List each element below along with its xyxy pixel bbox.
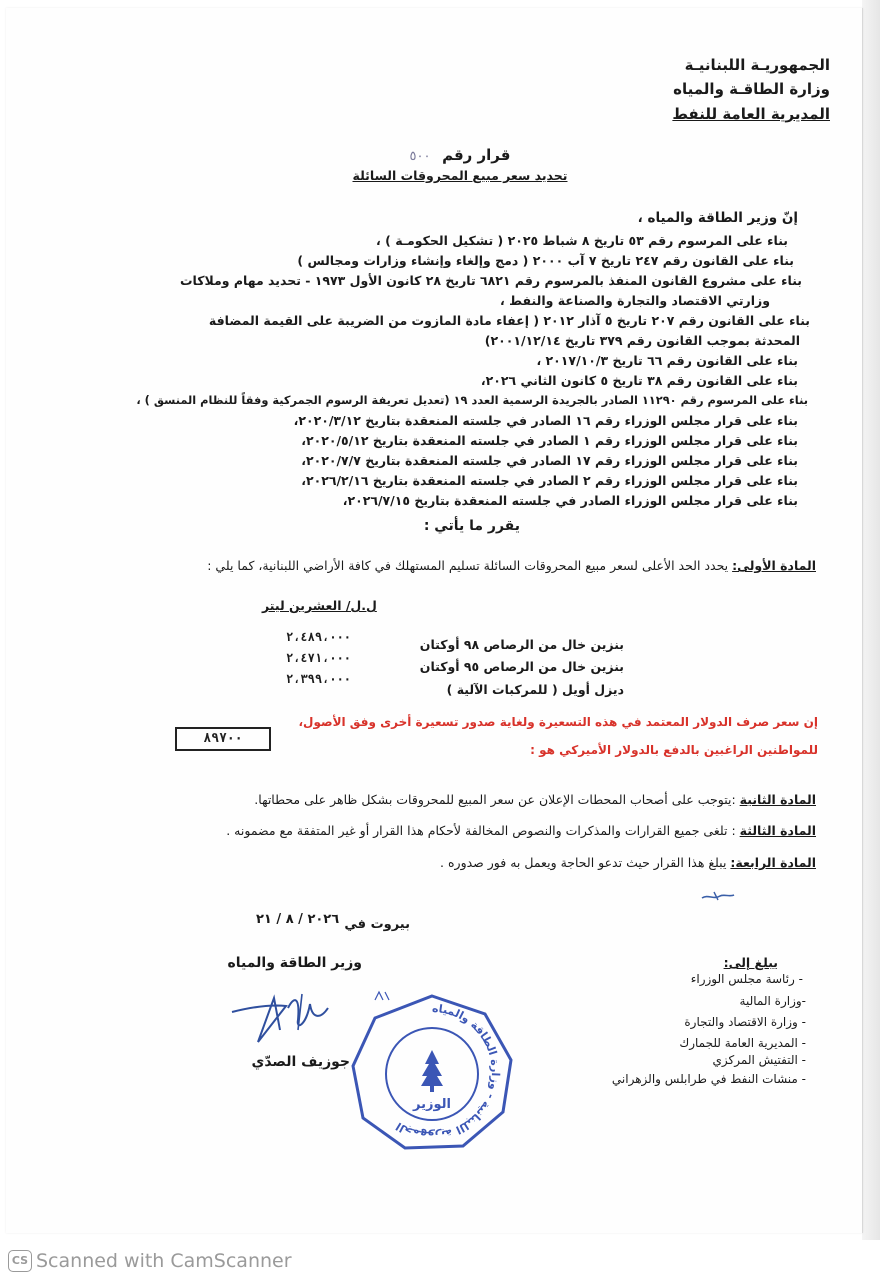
recipient-item: - منشات النفط في طرابلس والزهراني <box>611 1072 806 1086</box>
basis-line: بناء على القانون رقم ٢٤٧ تاريخ ٧ آب ٢٠٠٠ ( دمج وإلغاء وإنشاء وزارات ومجالس ) <box>297 253 794 268</box>
price-unit-header: ل.ل/ العشرين ليتر <box>262 598 377 613</box>
header-directorate: المديرية العامة للنفط <box>672 105 830 123</box>
article-1 <box>207 558 816 573</box>
minister-signature <box>228 990 348 1050</box>
exchange-note-line2: للمواطنين الراغبين بالدفع بالدولار الأميركي هو : <box>530 743 818 757</box>
recipient-item: - وزارة الاقتصاد والتجارة <box>684 1015 806 1029</box>
basis-line: بناء على قرار مجلس الوزراء رقم ١٦ الصادر في جلسته المنعقدة بتاريخ ٢٠٢٠/٣/١٢، <box>293 413 798 428</box>
camscanner-logo: CS <box>8 1250 32 1272</box>
price-product: بنزين خال من الرصاص ٩٨ أوكتان <box>419 637 624 652</box>
preamble: إنّ وزير الطاقة والمياه ، <box>637 210 798 226</box>
price-value: ٢،٤٧١،٠٠٠ <box>286 651 352 665</box>
article-3-text: : تلغى جميع القرارات والمذكرات والنصوص المخالفة لأحكام هذا القرار أو غير المتفقة مع مضمونه . <box>226 823 740 838</box>
basis-line: المحدثة بموجب القانون رقم ٣٧٩ تاريخ ٢٠٠١/١٢/١٤) <box>484 333 800 348</box>
basis-line: بناء على القانون رقم ٣٨ تاريخ ٥ كانون الثاني ٢٠٢٦، <box>480 373 798 388</box>
basis-line: بناء على القانون رقم ٢٠٧ تاريخ ٥ آذار ٢٠١٢ ( إعفاء مادة المازوت من الضريبة على القيمة المضافة <box>208 313 810 328</box>
minister-name: جوزيف الصدّي <box>251 1054 350 1070</box>
decision-title <box>320 145 600 164</box>
article-1-label: المادة الأولى: <box>732 558 816 573</box>
article-1-text: يحدد الحد الأعلى لسعر مبيع المحروقات السائلة تسليم المستهلك في كافة الأراضي اللبنانية، كما يلي : <box>207 558 733 573</box>
article-3-label: المادة الثالثة <box>739 823 816 838</box>
article-3 <box>226 823 816 838</box>
header-republic: الجمهوريـة اللبنانيـة <box>684 56 830 74</box>
stamp-center-text: الوزير <box>413 1097 451 1112</box>
date-place: بيروت في <box>344 917 410 932</box>
price-product: ديزل أويل ( للمركبات الآلية ) <box>446 682 624 697</box>
header-ministry: وزارة الطاقـة والمياه <box>673 80 830 98</box>
cedar-icon <box>421 1050 443 1086</box>
article-2-text: :يتوجب على أصحاب المحطات الإعلان عن سعر المبيع للمحروقات بشكل ظاهر على محطاتها. <box>254 792 740 807</box>
decides-heading: يقرر ما يأتي : <box>423 518 520 534</box>
recipient-item: - المديرية العامة للجمارك <box>679 1036 806 1050</box>
basis-line: بناء على مشروع القانون المنفذ بالمرسوم رقم ٦٨٢١ تاريخ ٢٨ كانون الأول ١٩٧٣ - تحديد مهام وملاكات <box>179 273 802 288</box>
exchange-note-line1: إن سعر صرف الدولار المعتمد في هذه التسعيرة ولغاية صدور تسعيرة أخرى وفق الأصول، <box>298 715 818 729</box>
page-edge-shadow <box>862 0 880 1240</box>
date-value: ٢٠٢٦ / ٨ / ٢١ <box>256 912 340 927</box>
camscanner-text: Scanned with CamScanner <box>36 1250 292 1272</box>
svg-text:الجمهورية اللبنانية - وزارة ال <box>394 1002 502 1142</box>
decision-number: ٥٠٠ <box>409 149 431 164</box>
official-stamp <box>345 990 520 1155</box>
camscanner-footer <box>8 1250 292 1272</box>
price-value: ٢،٣٩٩،٠٠٠ <box>286 672 352 686</box>
basis-line: بناء على المرسوم رقم ١١٢٩٠ الصادر بالجريدة الرسمية العدد ١٩ (تعديل تعريفة الرسوم الجمركية وفقاً للنظام المنسق ) ، <box>136 393 808 407</box>
exchange-rate-box: ٨٩٧٠٠ <box>175 727 271 751</box>
recipient-item: - التفتيش المركزي <box>712 1053 806 1067</box>
decision-subject: تحديد سعر مبيع المحروقات السائلة <box>352 168 568 183</box>
recipient-item: -وزارة المالية <box>739 994 806 1008</box>
stamp-ring-text: الجمهورية اللبنانية - وزارة الطاقة والمياه <box>393 1001 503 1143</box>
price-product: بنزين خال من الرصاص ٩٥ أوكتان <box>419 659 624 674</box>
price-value: ٢،٤٨٩،٠٠٠ <box>286 630 352 644</box>
basis-line: بناء على قرار مجلس الوزراء رقم ١ الصادر في جلسته المنعقدة بتاريخ ٢٠٢٠/٥/١٢، <box>301 433 798 448</box>
basis-line: بناء على القانون رقم ٦٦ تاريخ ٢٠١٧/١٠/٣ ، <box>536 353 798 368</box>
basis-line: بناء على المرسوم رقم ٥٣ تاريخ ٨ شباط ٢٠٢٥ ( تشكيل الحكومـة ) ، <box>376 233 788 248</box>
article-2 <box>254 792 816 807</box>
basis-line: بناء على قرار مجلس الوزراء رقم ١٧ الصادر في جلسته المنعقدة بتاريخ ٢٠٢٠/٧/٧، <box>301 453 798 468</box>
recipients-title: يبلغ إلى: <box>723 955 778 970</box>
article-4-text: يبلغ هذا القرار حيث تدعو الحاجة ويعمل به فور صدوره . <box>440 855 731 870</box>
article-4-label: المادة الرابعة: <box>730 855 816 870</box>
decision-label: قرار رقم <box>442 146 511 164</box>
basis-line: بناء على قرار مجلس الوزراء رقم ٢ الصادر في جلسته المنعقدة بتاريخ ٢٠٢٦/٢/١٦، <box>301 473 798 488</box>
basis-line: بناء على قرار مجلس الوزراء الصادر في جلسته المنعقدة بتاريخ ٢٠٢٦/٧/١٥، <box>342 493 798 508</box>
basis-line: وزارتي الاقتصاد والتجارة والصناعة والنفط ، <box>500 293 770 308</box>
article-4 <box>440 855 816 870</box>
initials-mark <box>700 888 736 906</box>
minister-title: وزير الطاقة والمياه <box>227 955 362 971</box>
article-2-label: المادة الثانية <box>739 792 816 807</box>
recipient-item: - رئاسة مجلس الوزراء <box>690 972 803 986</box>
